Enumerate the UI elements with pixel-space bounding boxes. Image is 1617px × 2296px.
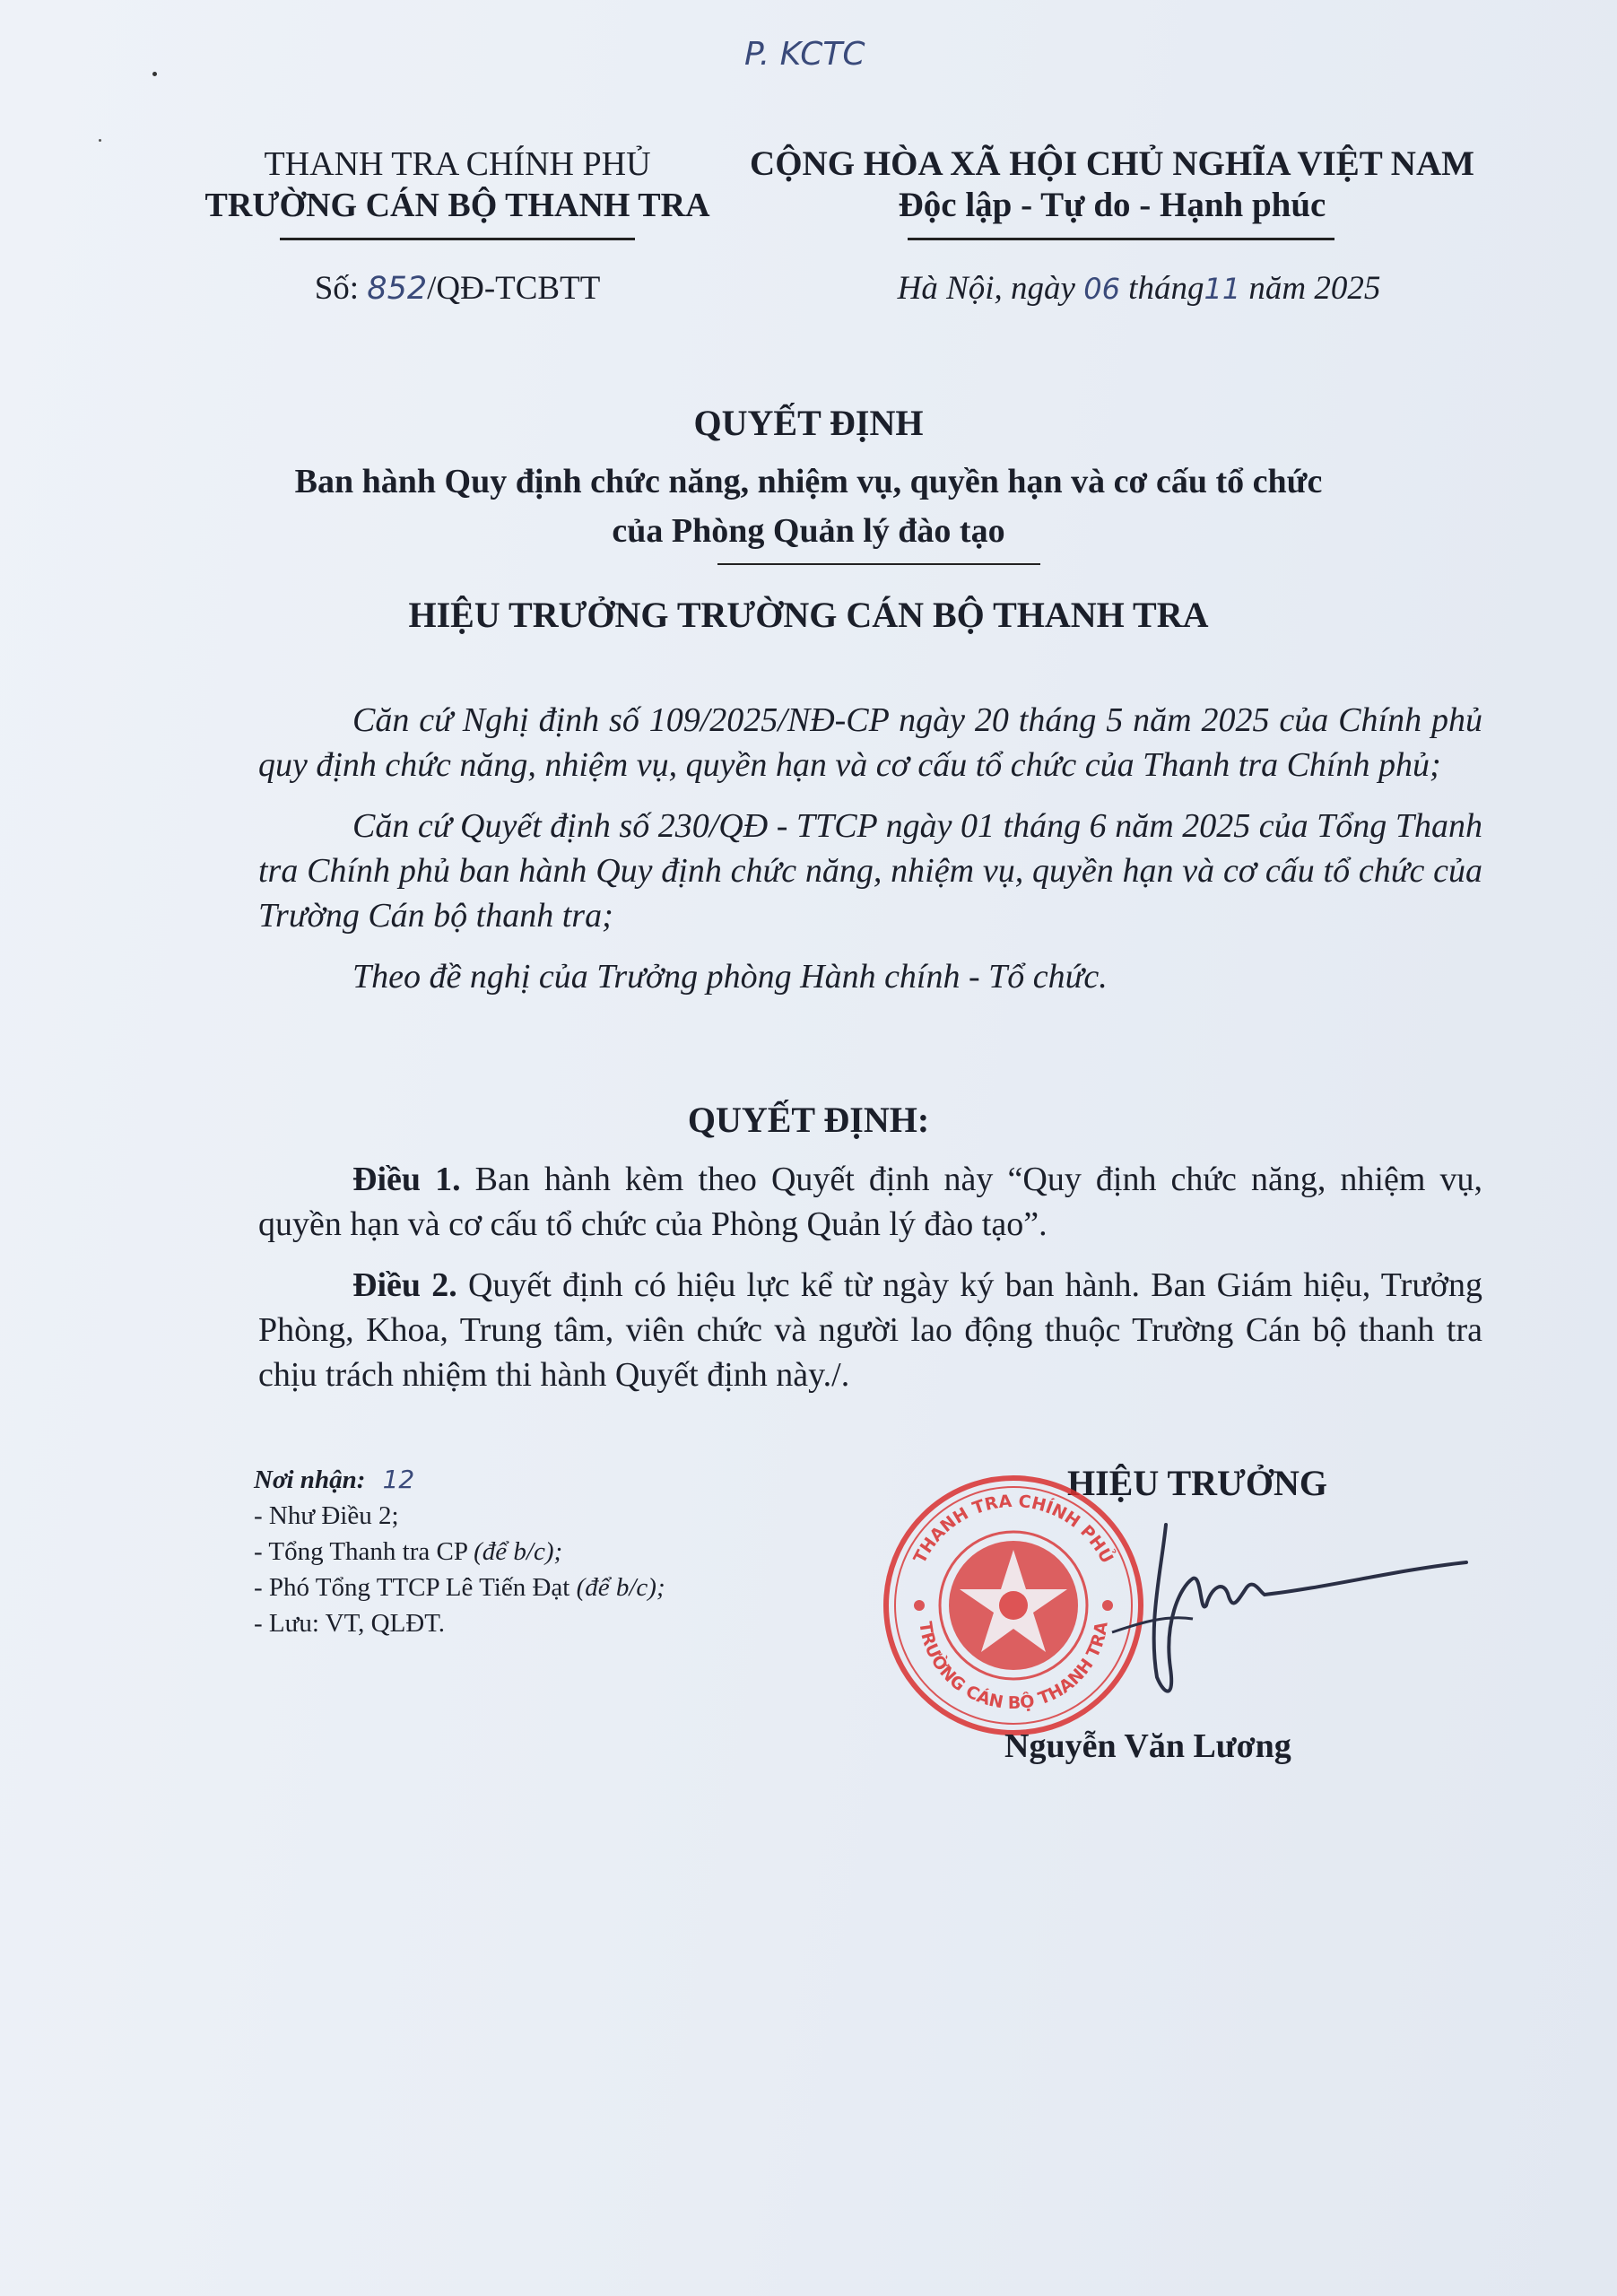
recipient-item: - Lưu: VT, QLĐT.: [254, 1609, 446, 1638]
signer-name: Nguyễn Văn Lương: [1004, 1727, 1291, 1765]
svg-text:THANH TRA CHÍNH PHỦ: THANH TRA CHÍNH PHỦ: [909, 1491, 1117, 1567]
nation-underline: [908, 238, 1334, 240]
article-2: [258, 1263, 1482, 1397]
so-number-handwritten: 852: [367, 271, 428, 307]
signer-title: HIỆU TRƯỞNG: [1066, 1463, 1327, 1503]
recipients-count-handwritten: 12: [382, 1465, 415, 1494]
issuing-authority: HIỆU TRƯỞNG TRƯỜNG CÁN BỘ THANH TRA: [408, 595, 1209, 635]
article-1: [258, 1157, 1482, 1247]
nation-line-1: CỘNG HÒA XÃ HỘI CHỦ NGHĨA VIỆT NAM: [750, 144, 1474, 183]
basis-paragraph: Theo đề nghị của Trưởng phòng Hành chính - Tổ chức.: [352, 958, 1108, 996]
agency-underline: [280, 238, 635, 240]
decision-subtitle-2: của Phòng Quản lý đào tạo: [612, 512, 1005, 550]
agency-block: [179, 144, 735, 226]
handwritten-note: P. KCTC: [744, 36, 865, 73]
article-2-text: Quyết định có hiệu lực kể từ ngày ký ban hành. Ban Giám hiệu, Trưởng Phòng, Khoa, Trung tâm, viên chức và người lao động thuộc Trường Cán bộ thanh tra chịu trách nhiệm thi hành Quyết định này./.: [258, 1266, 1483, 1394]
articles: [258, 1157, 1482, 1413]
so-suffix: /QĐ-TCBTT: [427, 270, 601, 307]
article-2-label: Điều 2.: [352, 1266, 457, 1304]
svg-text:TRƯỜNG CÁN BỘ THANH TRA: TRƯỜNG CÁN BỘ THANH TRA: [915, 1620, 1112, 1714]
document-date: [825, 269, 1453, 308]
agency-line-2: TRƯỜNG CÁN BỘ THANH TRA: [204, 187, 710, 224]
handwritten-signature: [1058, 1516, 1471, 1713]
date-month-handwritten: 11: [1204, 272, 1241, 306]
date-suffix: năm 2025: [1240, 270, 1381, 307]
recipient-item: - Phó Tổng TTCP Lê Tiến Đạt (để b/c);: [254, 1573, 665, 1602]
article-1-text: Ban hành kèm theo Quyết định này “Quy định chức năng, nhiệm vụ, quyền hạn và cơ cấu tổ chức của Phòng Quản lý đào tạo”.: [258, 1161, 1482, 1243]
speck: [99, 139, 101, 142]
speck: [152, 72, 157, 76]
basis-paragraph: Căn cứ Nghị định số 109/2025/NĐ-CP ngày 20 tháng 5 năm 2025 của Chính phủ quy định chức năng, nhiệm vụ, quyền hạn và cơ cấu tổ chức của Thanh tra Chính phủ;: [258, 701, 1482, 784]
recipient-item: - Tổng Thanh tra CP (để b/c);: [254, 1537, 563, 1566]
recipients-heading-row: [254, 1462, 882, 1498]
recipients-heading: Nơi nhận:: [254, 1465, 366, 1494]
article-1-label: Điều 1.: [352, 1161, 461, 1198]
date-day-handwritten: 06: [1083, 272, 1120, 306]
recipient-item: - Như Điều 2;: [254, 1501, 399, 1530]
document-number: [179, 269, 735, 308]
decision-subtitle-1: Ban hành Quy định chức năng, nhiệm vụ, quyền hạn và cơ cấu tổ chức: [294, 463, 1323, 500]
nation-line-2: Độc lập - Tự do - Hạnh phúc: [898, 186, 1326, 224]
agency-line-1: THANH TRA CHÍNH PHỦ: [264, 145, 651, 183]
date-prefix: Hà Nội, ngày: [897, 270, 1084, 307]
subtitle-underline: [717, 563, 1040, 565]
so-prefix: Số:: [314, 270, 368, 307]
decision-title: QUYẾT ĐỊNH: [693, 403, 924, 443]
recipients-block: [254, 1462, 882, 1641]
nation-block: [735, 144, 1489, 226]
legal-basis: [258, 698, 1482, 1015]
date-mid: tháng: [1119, 270, 1204, 307]
basis-paragraph: Căn cứ Quyết định số 230/QĐ - TTCP ngày 01 tháng 6 năm 2025 của Tổng Thanh tra Chính phủ ban hành Quy định chức năng, nhiệm vụ, quyền hạn và cơ cấu tổ chức của Trường Cán bộ thanh tra;: [258, 807, 1482, 935]
decides-heading: QUYẾT ĐỊNH:: [687, 1100, 930, 1140]
